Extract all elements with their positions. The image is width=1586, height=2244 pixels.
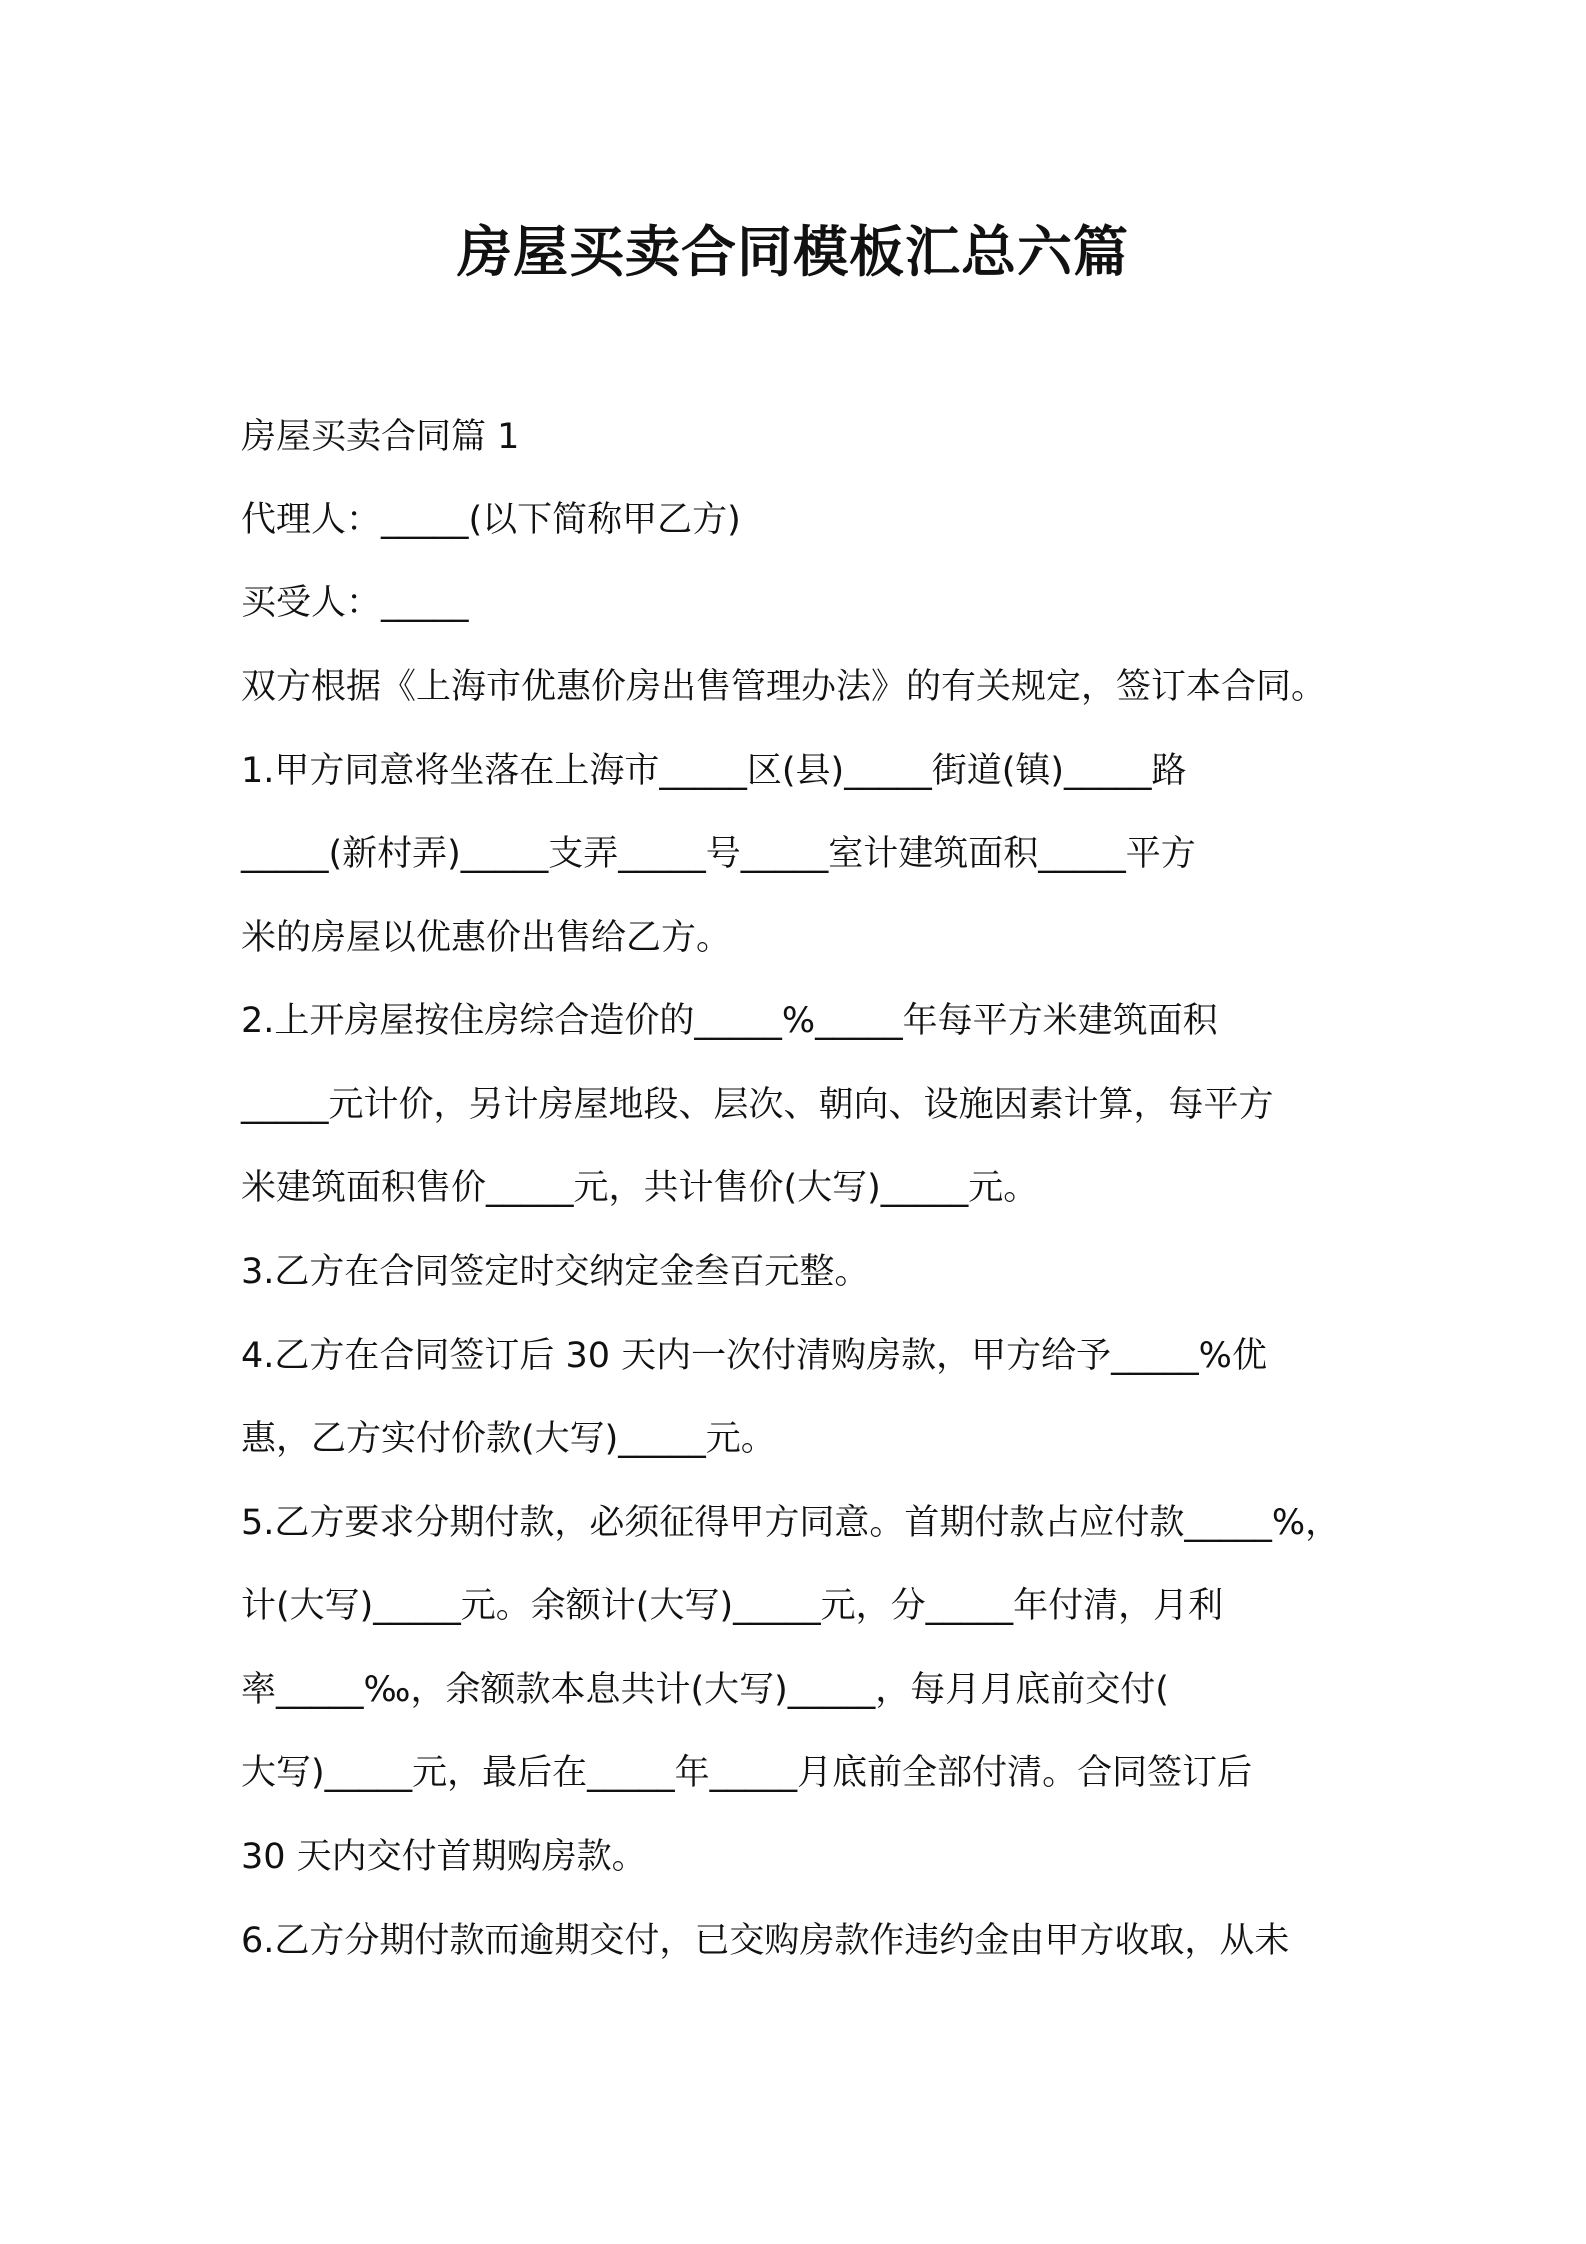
clause-1-line-1: 1.甲方同意将坐落在上海市_____区(县)_____街道(镇)_____路	[241, 751, 1187, 791]
clause-2-line-1: 2.上开房屋按住房综合造价的_____%_____年每平方米建筑面积	[241, 1001, 1218, 1041]
clause-2-line-3: 米建筑面积售价_____元，共计售价(大写)_____元。	[241, 1168, 1039, 1208]
clause-5-line-4: 大写)_____元，最后在_____年_____月底前全部付清。合同签订后	[241, 1753, 1253, 1793]
clause-5-line-1: 5.乙方要求分期付款，必须征得甲方同意。首期付款占应付款_____%，	[241, 1503, 1341, 1543]
clause-5-line-3: 率_____‰，余额款本息共计(大写)_____，每月月底前交付(	[241, 1670, 1169, 1710]
clause-3-line-1: 3.乙方在合同签定时交纳定金叁百元整。	[241, 1252, 870, 1292]
clause-1-line-3: 米的房屋以优惠价出售给乙方。	[241, 918, 732, 958]
clause-5-line-2: 计(大写)_____元。余额计(大写)_____元，分_____年付清，月利	[241, 1586, 1224, 1626]
agent-line: 代理人：_____(以下简称甲乙方)	[241, 500, 741, 540]
preamble-line: 双方根据《上海市优惠价房出售管理办法》的有关规定，签订本合同。	[241, 667, 1327, 707]
clause-4-line-1: 4.乙方在合同签订后 30 天内一次付清购房款，甲方给予_____%优	[241, 1336, 1267, 1376]
clause-2-line-2: _____元计价，另计房屋地段、层次、朝向、设施因素计算，每平方	[241, 1085, 1274, 1125]
clause-1-line-2: _____(新村弄)_____支弄_____号_____室计建筑面积_____平方	[241, 834, 1196, 874]
document-title: 房屋买卖合同模板汇总六篇	[456, 220, 1129, 284]
buyer-line: 买受人：_____	[241, 583, 469, 623]
section-heading: 房屋买卖合同篇 1	[241, 417, 520, 457]
clause-5-line-5: 30 天内交付首期购房款。	[241, 1837, 647, 1877]
clause-4-line-2: 惠，乙方实付价款(大写)_____元。	[241, 1419, 776, 1459]
clause-6-line-1: 6.乙方分期付款而逾期交付，已交购房款作违约金由甲方收取，从未	[241, 1921, 1290, 1961]
